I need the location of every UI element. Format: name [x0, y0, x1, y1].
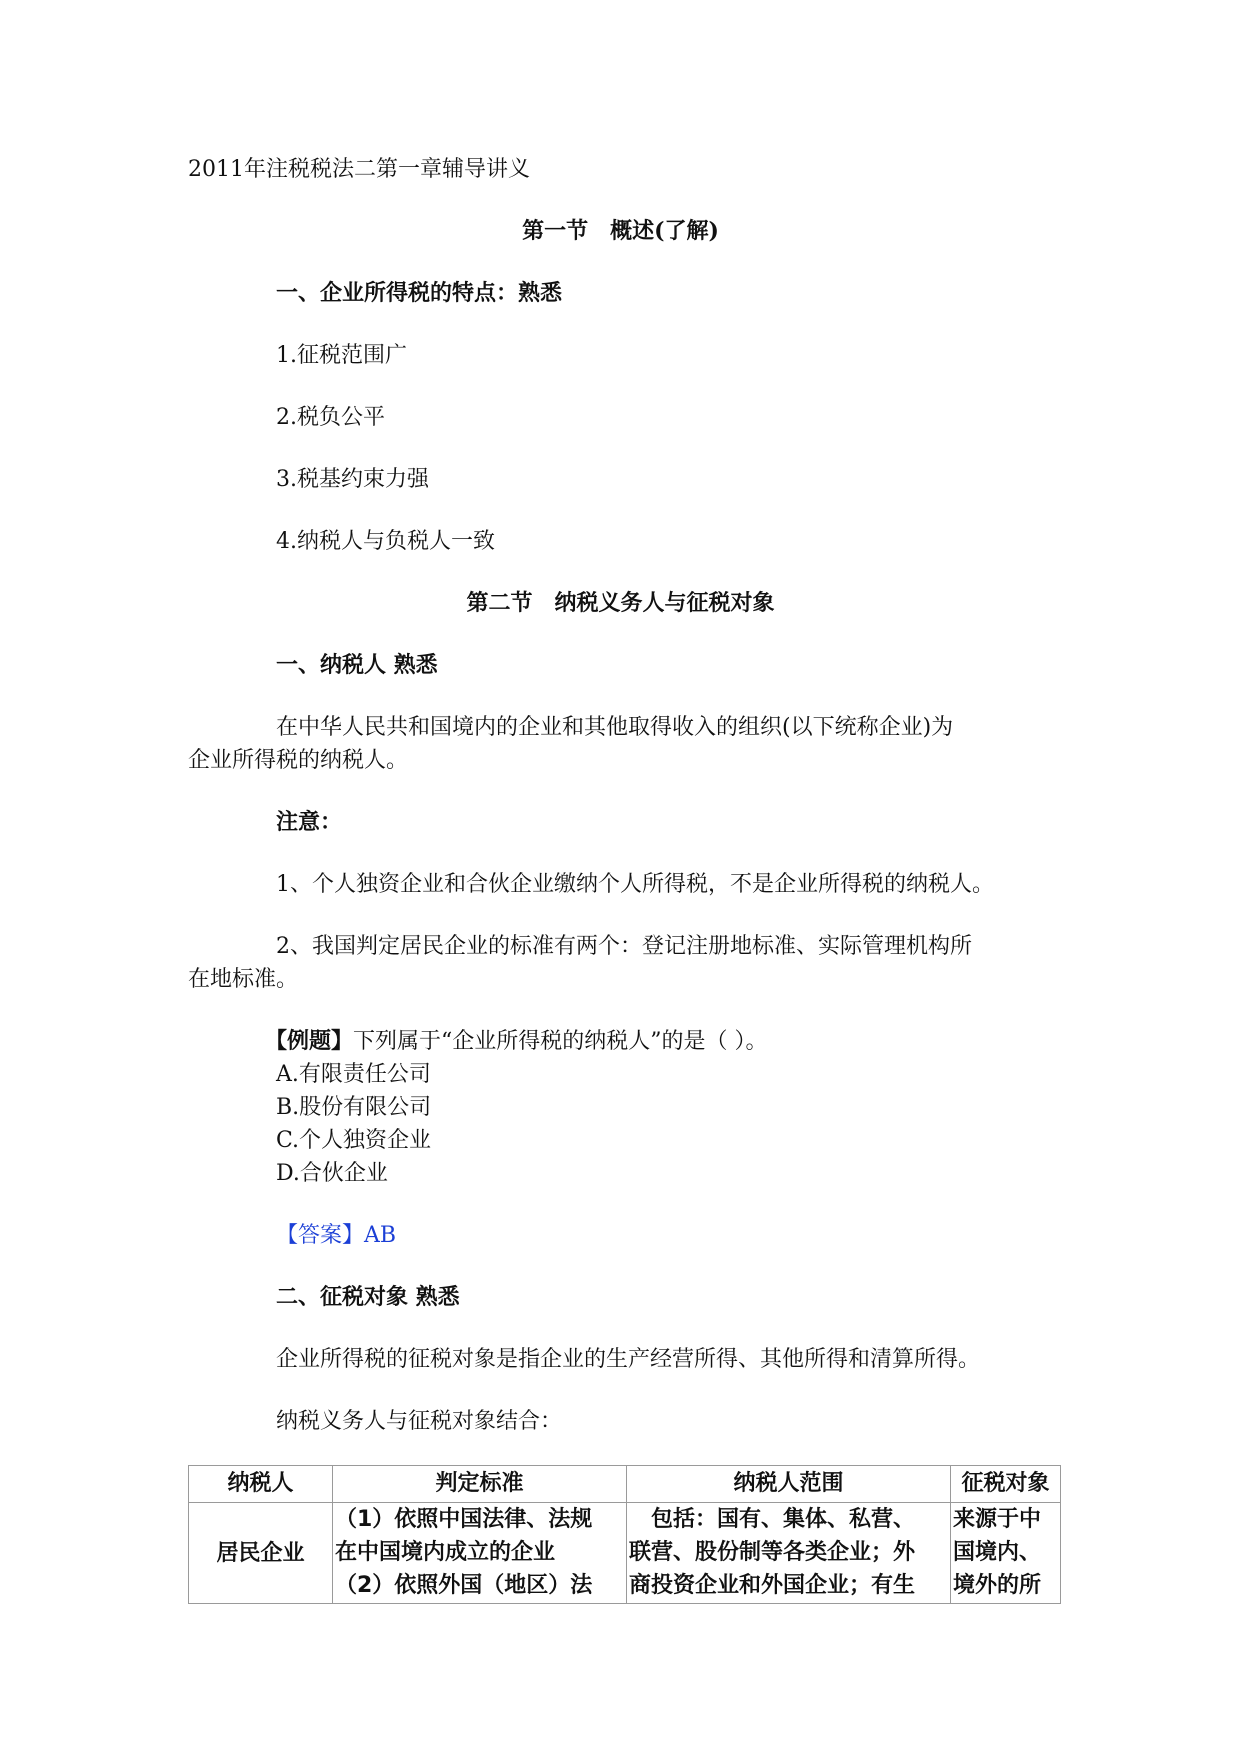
column-header: 征税对象	[951, 1466, 1061, 1503]
cell-line: 在中国境内成立的企业	[335, 1540, 556, 1565]
section-2-heading: 第二节 纳税义务人与征税对象	[466, 590, 775, 616]
list-item: 4.纳税人与负税人一致	[276, 529, 495, 554]
list-item: 2.税负公平	[276, 405, 385, 430]
cell-line: 商投资企业和外国企业；有生	[629, 1573, 916, 1598]
table-intro: 纳税义务人与征税对象结合：	[276, 1409, 563, 1434]
example-option: D.合伙企业	[276, 1161, 388, 1186]
table-header-row	[189, 1466, 1061, 1503]
example-option: B.股份有限公司	[276, 1095, 432, 1120]
note-2-line1: 2、我国判定居民企业的标准有两个：登记注册地标准、实际管理机构所	[276, 934, 972, 959]
cell-line: （1）依照中国法律、法规	[335, 1507, 593, 1532]
cell-criteria	[333, 1503, 627, 1604]
example-question	[265, 1024, 768, 1055]
section-2-sub1-heading: 一、纳税人 熟悉	[276, 652, 438, 678]
document-title: 2011年注税税法二第一章辅导讲义	[188, 157, 530, 182]
section-2-sub2-heading: 二、征税对象 熟悉	[276, 1284, 460, 1310]
note-1: 1、个人独资企业和合伙企业缴纳个人所得税，不是企业所得税的纳税人。	[276, 872, 994, 897]
cell-object	[951, 1503, 1061, 1604]
example-answer	[276, 1218, 396, 1249]
example-label: 【例题】	[265, 1028, 354, 1054]
cell-taxpayer: 居民企业	[189, 1503, 333, 1604]
column-header: 纳税人范围	[627, 1466, 951, 1503]
section-1-heading: 第一节 概述(了解)	[522, 218, 719, 244]
cell-scope	[627, 1503, 951, 1604]
list-item: 3.税基约束力强	[276, 467, 429, 492]
cell-line: 国境内、	[953, 1540, 1042, 1565]
answer-value: AB	[364, 1223, 397, 1248]
cell-line: 联营、股份制等各类企业；外	[629, 1540, 916, 1565]
taxpayer-table	[188, 1465, 1061, 1604]
answer-label: 【答案】	[276, 1223, 365, 1248]
note-label: 注意：	[276, 809, 343, 835]
table-row	[189, 1503, 1061, 1604]
example-option: C.个人独资企业	[276, 1128, 432, 1153]
column-header: 纳税人	[189, 1466, 333, 1503]
tax-object-paragraph: 企业所得税的征税对象是指企业的生产经营所得、其他所得和清算所得。	[276, 1347, 981, 1372]
list-item: 1.征税范围广	[276, 343, 407, 368]
column-header: 判定标准	[333, 1466, 627, 1503]
cell-line: 包括：国有、集体、私营、	[651, 1507, 916, 1532]
note-2-line2: 在地标准。	[188, 967, 299, 992]
cell-line: 来源于中	[953, 1507, 1042, 1532]
cell-line: （2）依照外国（地区）法	[335, 1573, 593, 1598]
example-question-text: 下列属于“企业所得税的纳税人”的是（ ）。	[353, 1029, 768, 1054]
example-option: A.有限责任公司	[276, 1062, 431, 1087]
taxpayer-definition-line1: 在中华人民共和国境内的企业和其他取得收入的组织(以下统称企业)为	[276, 715, 954, 740]
taxpayer-definition-line2: 企业所得税的纳税人。	[188, 748, 409, 773]
cell-line: 境外的所	[953, 1573, 1042, 1598]
section-1-sub1-heading: 一、企业所得税的特点：熟悉	[276, 280, 563, 306]
